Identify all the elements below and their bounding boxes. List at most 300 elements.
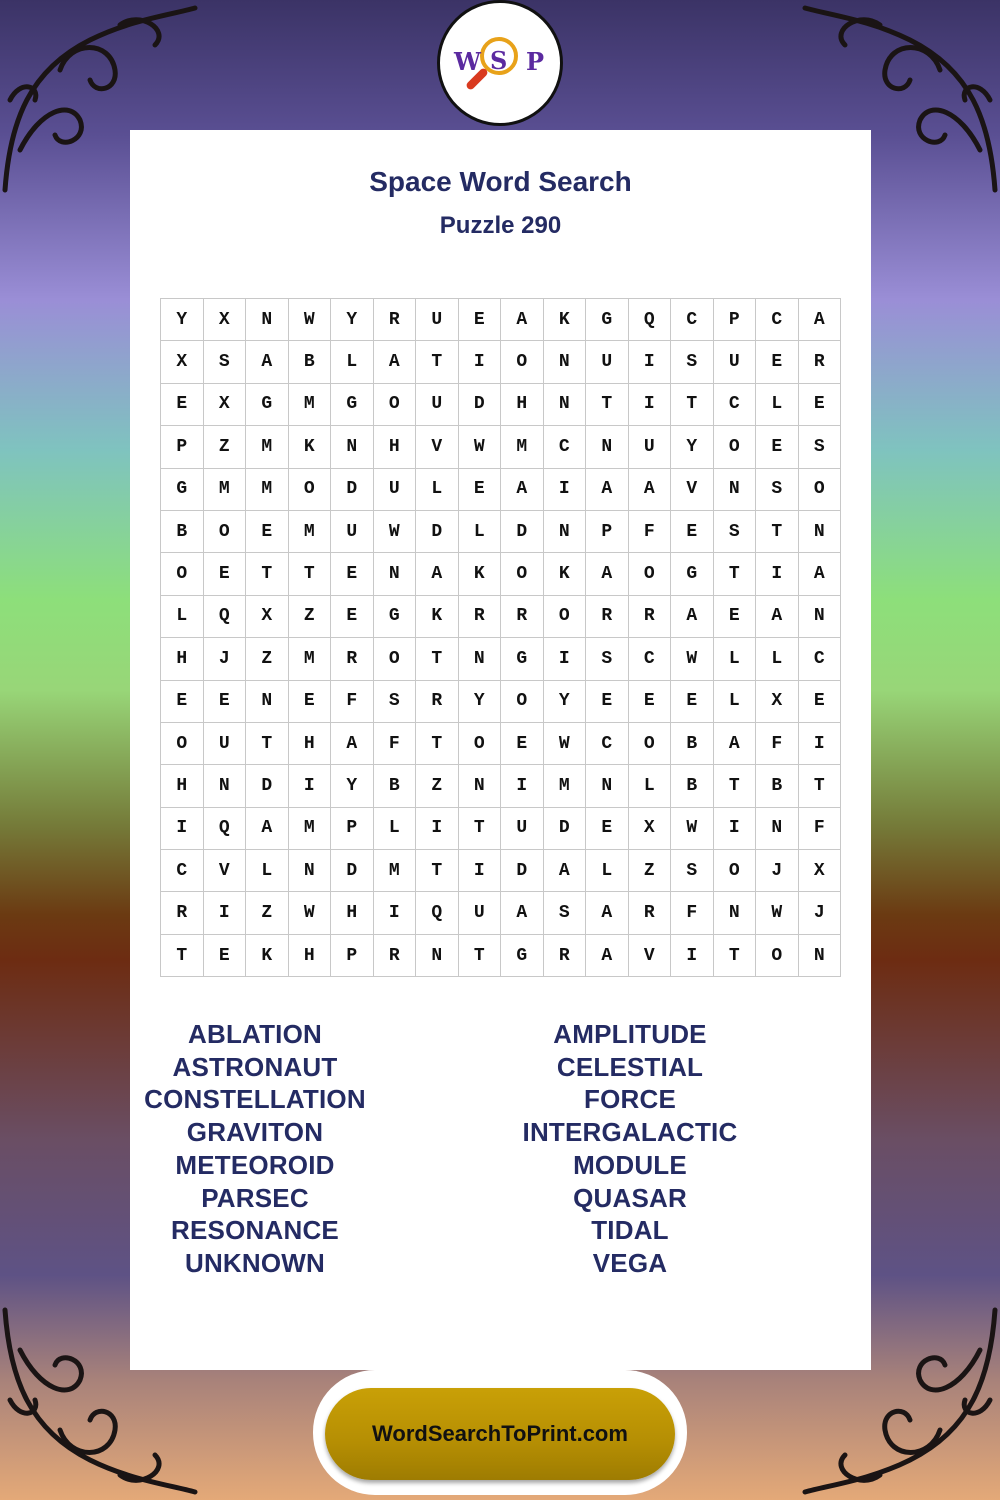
grid-cell[interactable]: I: [756, 553, 799, 595]
grid-cell[interactable]: M: [246, 468, 289, 510]
grid-cell[interactable]: W: [288, 299, 331, 341]
grid-cell[interactable]: G: [246, 383, 289, 425]
grid-cell[interactable]: I: [458, 341, 501, 383]
grid-cell[interactable]: L: [331, 341, 374, 383]
grid-row: [161, 299, 841, 341]
grid-cell[interactable]: U: [586, 341, 629, 383]
grid-cell[interactable]: H: [288, 722, 331, 764]
grid-cell[interactable]: U: [373, 468, 416, 510]
grid-cell[interactable]: X: [628, 807, 671, 849]
grid-cell[interactable]: Q: [203, 807, 246, 849]
grid-cell[interactable]: C: [756, 299, 799, 341]
grid-cell[interactable]: L: [373, 807, 416, 849]
grid-cell[interactable]: L: [416, 468, 459, 510]
grid-cell[interactable]: T: [586, 383, 629, 425]
grid-cell[interactable]: O: [501, 553, 544, 595]
grid-cell[interactable]: B: [161, 510, 204, 552]
grid-cell[interactable]: E: [756, 426, 799, 468]
grid-cell[interactable]: I: [543, 468, 586, 510]
grid-cell[interactable]: B: [288, 341, 331, 383]
grid-cell[interactable]: N: [458, 765, 501, 807]
word-list-right: [445, 1018, 815, 1280]
grid-cell[interactable]: M: [288, 638, 331, 680]
grid-cell[interactable]: N: [543, 510, 586, 552]
grid-cell[interactable]: H: [331, 892, 374, 934]
grid-cell[interactable]: A: [501, 299, 544, 341]
grid-cell[interactable]: J: [756, 850, 799, 892]
grid-cell[interactable]: Z: [246, 638, 289, 680]
grid-cell[interactable]: A: [501, 468, 544, 510]
grid-cell[interactable]: A: [246, 807, 289, 849]
grid-row: [161, 934, 841, 976]
grid-cell[interactable]: G: [331, 383, 374, 425]
grid-cell[interactable]: O: [161, 553, 204, 595]
grid-cell[interactable]: A: [373, 341, 416, 383]
grid-cell[interactable]: A: [628, 468, 671, 510]
grid-cell[interactable]: S: [586, 638, 629, 680]
grid-row: [161, 850, 841, 892]
grid-cell[interactable]: T: [246, 722, 289, 764]
word-list-item: TIDAL: [591, 1215, 669, 1246]
grid-cell[interactable]: S: [671, 850, 714, 892]
grid-cell[interactable]: Y: [543, 680, 586, 722]
grid-cell[interactable]: N: [331, 426, 374, 468]
logo-letter-w: W: [454, 47, 481, 76]
grid-cell[interactable]: O: [501, 341, 544, 383]
grid-cell[interactable]: L: [586, 850, 629, 892]
grid-cell[interactable]: X: [756, 680, 799, 722]
grid-cell[interactable]: R: [331, 638, 374, 680]
grid-cell[interactable]: H: [288, 934, 331, 976]
grid-cell[interactable]: N: [586, 765, 629, 807]
grid-cell[interactable]: T: [288, 553, 331, 595]
site-link-button[interactable]: WordSearchToPrint.com: [325, 1388, 675, 1480]
grid-cell[interactable]: R: [628, 892, 671, 934]
grid-cell[interactable]: O: [203, 510, 246, 552]
grid-cell[interactable]: O: [713, 850, 756, 892]
grid-row: [161, 807, 841, 849]
grid-cell[interactable]: N: [246, 299, 289, 341]
grid-cell[interactable]: I: [161, 807, 204, 849]
grid-cell[interactable]: Q: [628, 299, 671, 341]
grid-cell[interactable]: A: [586, 553, 629, 595]
grid-cell[interactable]: L: [628, 765, 671, 807]
grid-cell[interactable]: N: [798, 595, 841, 637]
grid-cell[interactable]: D: [501, 850, 544, 892]
grid-cell[interactable]: A: [713, 722, 756, 764]
grid-cell[interactable]: I: [416, 807, 459, 849]
grid-cell[interactable]: H: [373, 426, 416, 468]
grid-cell[interactable]: I: [628, 383, 671, 425]
grid-cell[interactable]: P: [331, 934, 374, 976]
grid-cell[interactable]: B: [671, 765, 714, 807]
grid-cell[interactable]: T: [416, 638, 459, 680]
grid-cell[interactable]: E: [628, 680, 671, 722]
grid-cell[interactable]: I: [628, 341, 671, 383]
grid-cell[interactable]: Q: [416, 892, 459, 934]
grid-cell[interactable]: T: [713, 765, 756, 807]
grid-cell[interactable]: E: [288, 680, 331, 722]
grid-cell[interactable]: N: [543, 341, 586, 383]
grid-cell[interactable]: F: [756, 722, 799, 764]
grid-cell[interactable]: W: [671, 638, 714, 680]
grid-cell[interactable]: E: [203, 680, 246, 722]
grid-cell[interactable]: O: [501, 680, 544, 722]
site-logo[interactable]: [437, 0, 563, 126]
grid-cell[interactable]: O: [628, 722, 671, 764]
grid-cell[interactable]: S: [798, 426, 841, 468]
grid-cell[interactable]: G: [373, 595, 416, 637]
grid-cell[interactable]: C: [161, 850, 204, 892]
grid-cell[interactable]: D: [543, 807, 586, 849]
grid-cell[interactable]: R: [373, 934, 416, 976]
grid-cell[interactable]: U: [713, 341, 756, 383]
grid-cell[interactable]: N: [373, 553, 416, 595]
grid-cell[interactable]: M: [288, 510, 331, 552]
grid-cell[interactable]: S: [543, 892, 586, 934]
grid-cell[interactable]: E: [586, 807, 629, 849]
grid-cell[interactable]: T: [671, 383, 714, 425]
grid-cell[interactable]: E: [161, 383, 204, 425]
grid-cell[interactable]: X: [203, 299, 246, 341]
grid-cell[interactable]: C: [671, 299, 714, 341]
grid-cell[interactable]: A: [586, 892, 629, 934]
grid-cell[interactable]: D: [331, 468, 374, 510]
word-list-item: CELESTIAL: [556, 1051, 704, 1082]
grid-cell[interactable]: I: [288, 765, 331, 807]
word-list-item: PARSEC: [201, 1182, 309, 1213]
grid-row: [161, 765, 841, 807]
grid-cell[interactable]: O: [543, 595, 586, 637]
grid-cell[interactable]: E: [161, 680, 204, 722]
grid-cell[interactable]: Y: [671, 426, 714, 468]
grid-cell[interactable]: A: [331, 722, 374, 764]
grid-cell[interactable]: V: [416, 426, 459, 468]
grid-cell[interactable]: E: [671, 680, 714, 722]
grid-cell[interactable]: T: [416, 850, 459, 892]
grid-cell[interactable]: T: [713, 553, 756, 595]
grid-cell[interactable]: O: [288, 468, 331, 510]
grid-cell[interactable]: K: [416, 595, 459, 637]
grid-cell[interactable]: M: [288, 383, 331, 425]
grid-cell[interactable]: U: [458, 892, 501, 934]
grid-cell[interactable]: N: [756, 807, 799, 849]
grid-cell[interactable]: N: [586, 426, 629, 468]
word-list-item: FORCE: [584, 1084, 676, 1115]
grid-cell[interactable]: I: [458, 850, 501, 892]
grid-cell[interactable]: O: [713, 426, 756, 468]
grid-row: [161, 510, 841, 552]
grid-cell[interactable]: Y: [161, 299, 204, 341]
grid-cell[interactable]: T: [161, 934, 204, 976]
word-list-left: [70, 1018, 440, 1280]
grid-cell[interactable]: I: [373, 892, 416, 934]
grid-cell[interactable]: N: [543, 383, 586, 425]
grid-cell[interactable]: U: [203, 722, 246, 764]
grid-cell[interactable]: T: [458, 934, 501, 976]
grid-cell[interactable]: E: [458, 299, 501, 341]
grid-cell[interactable]: S: [203, 341, 246, 383]
grid-cell[interactable]: U: [501, 807, 544, 849]
grid-cell[interactable]: X: [203, 383, 246, 425]
grid-cell[interactable]: F: [671, 892, 714, 934]
grid-cell[interactable]: E: [713, 595, 756, 637]
grid-cell[interactable]: K: [458, 553, 501, 595]
grid-cell[interactable]: A: [543, 850, 586, 892]
grid-cell[interactable]: R: [628, 595, 671, 637]
grid-cell[interactable]: I: [671, 934, 714, 976]
grid-cell[interactable]: D: [416, 510, 459, 552]
grid-cell[interactable]: Z: [246, 892, 289, 934]
grid-cell[interactable]: T: [713, 934, 756, 976]
grid-row: [161, 595, 841, 637]
grid-cell[interactable]: M: [543, 765, 586, 807]
grid-cell[interactable]: U: [416, 299, 459, 341]
site-banner: [313, 1370, 687, 1495]
grid-cell[interactable]: E: [246, 510, 289, 552]
grid-cell[interactable]: R: [543, 934, 586, 976]
grid-cell[interactable]: K: [288, 426, 331, 468]
grid-cell[interactable]: V: [671, 468, 714, 510]
grid-cell[interactable]: A: [798, 553, 841, 595]
grid-cell[interactable]: F: [798, 807, 841, 849]
grid-row: [161, 341, 841, 383]
grid-cell[interactable]: E: [756, 341, 799, 383]
grid-cell[interactable]: B: [373, 765, 416, 807]
grid-cell[interactable]: L: [713, 680, 756, 722]
grid-cell[interactable]: E: [798, 383, 841, 425]
grid-cell[interactable]: G: [501, 638, 544, 680]
grid-cell[interactable]: A: [246, 341, 289, 383]
grid-cell[interactable]: U: [416, 383, 459, 425]
grid-row: [161, 426, 841, 468]
grid-cell[interactable]: W: [756, 892, 799, 934]
grid-cell[interactable]: Y: [458, 680, 501, 722]
grid-cell[interactable]: K: [246, 934, 289, 976]
grid-cell[interactable]: O: [373, 638, 416, 680]
grid-cell[interactable]: A: [756, 595, 799, 637]
grid-cell[interactable]: W: [458, 426, 501, 468]
grid-cell[interactable]: A: [501, 892, 544, 934]
grid-cell[interactable]: S: [671, 341, 714, 383]
grid-cell[interactable]: H: [501, 383, 544, 425]
grid-cell[interactable]: Y: [331, 765, 374, 807]
grid-cell[interactable]: Z: [288, 595, 331, 637]
grid-cell[interactable]: A: [586, 934, 629, 976]
grid-cell[interactable]: G: [501, 934, 544, 976]
grid-cell[interactable]: V: [628, 934, 671, 976]
grid-cell[interactable]: O: [373, 383, 416, 425]
grid-cell[interactable]: P: [161, 426, 204, 468]
grid-cell[interactable]: O: [628, 553, 671, 595]
grid-cell[interactable]: T: [458, 807, 501, 849]
grid-cell[interactable]: A: [586, 468, 629, 510]
logo-letter-s: S: [490, 46, 508, 75]
grid-cell[interactable]: N: [203, 765, 246, 807]
grid-cell[interactable]: F: [628, 510, 671, 552]
grid-cell[interactable]: F: [373, 722, 416, 764]
grid-cell[interactable]: Z: [416, 765, 459, 807]
grid-cell[interactable]: Q: [203, 595, 246, 637]
grid-cell[interactable]: C: [628, 638, 671, 680]
grid-cell[interactable]: M: [203, 468, 246, 510]
grid-cell[interactable]: A: [416, 553, 459, 595]
grid-cell[interactable]: R: [161, 892, 204, 934]
grid-row: [161, 383, 841, 425]
word-list-item: GRAVITON: [186, 1117, 324, 1148]
grid-cell[interactable]: L: [246, 850, 289, 892]
grid-cell[interactable]: N: [288, 850, 331, 892]
grid-cell[interactable]: X: [246, 595, 289, 637]
grid-cell[interactable]: I: [203, 892, 246, 934]
grid-cell[interactable]: D: [501, 510, 544, 552]
grid-cell[interactable]: E: [331, 553, 374, 595]
grid-cell[interactable]: N: [798, 510, 841, 552]
grid-cell[interactable]: V: [203, 850, 246, 892]
grid-cell[interactable]: M: [373, 850, 416, 892]
grid-cell[interactable]: C: [543, 426, 586, 468]
grid-cell[interactable]: T: [416, 722, 459, 764]
grid-cell[interactable]: N: [713, 468, 756, 510]
grid-cell[interactable]: N: [246, 680, 289, 722]
grid-cell[interactable]: O: [798, 468, 841, 510]
grid-cell[interactable]: K: [543, 299, 586, 341]
grid-cell[interactable]: C: [798, 638, 841, 680]
grid-cell[interactable]: G: [161, 468, 204, 510]
grid-cell[interactable]: W: [373, 510, 416, 552]
grid-cell[interactable]: P: [586, 510, 629, 552]
grid-cell[interactable]: L: [713, 638, 756, 680]
grid-cell[interactable]: S: [756, 468, 799, 510]
grid-cell[interactable]: B: [671, 722, 714, 764]
grid-cell[interactable]: J: [203, 638, 246, 680]
logo-letter-p: P: [526, 47, 545, 76]
grid-cell[interactable]: I: [543, 638, 586, 680]
grid-cell[interactable]: O: [161, 722, 204, 764]
grid-cell[interactable]: P: [713, 299, 756, 341]
grid-cell[interactable]: A: [798, 299, 841, 341]
grid-cell[interactable]: B: [756, 765, 799, 807]
grid-cell[interactable]: E: [458, 468, 501, 510]
grid-cell[interactable]: D: [331, 850, 374, 892]
grid-cell[interactable]: I: [798, 722, 841, 764]
puzzle-subtitle: Puzzle 290: [439, 212, 562, 239]
grid-cell[interactable]: D: [458, 383, 501, 425]
puzzle-card: [130, 130, 871, 1370]
grid-cell[interactable]: W: [671, 807, 714, 849]
grid-cell[interactable]: D: [246, 765, 289, 807]
grid-cell[interactable]: O: [458, 722, 501, 764]
grid-cell[interactable]: R: [416, 680, 459, 722]
grid-cell[interactable]: N: [458, 638, 501, 680]
grid-cell[interactable]: N: [416, 934, 459, 976]
grid-cell[interactable]: E: [331, 595, 374, 637]
grid-cell[interactable]: T: [756, 510, 799, 552]
grid-row: [161, 468, 841, 510]
grid-cell[interactable]: T: [246, 553, 289, 595]
grid-cell[interactable]: R: [586, 595, 629, 637]
word-list-item: QUASAR: [573, 1182, 687, 1213]
grid-cell[interactable]: J: [798, 892, 841, 934]
grid-cell[interactable]: A: [671, 595, 714, 637]
grid-cell[interactable]: F: [331, 680, 374, 722]
grid-row: [161, 553, 841, 595]
grid-cell[interactable]: L: [161, 595, 204, 637]
word-list-item: UNKNOWN: [184, 1247, 326, 1278]
word-list-item: MODULE: [573, 1149, 687, 1180]
grid-cell[interactable]: N: [798, 934, 841, 976]
grid-row: [161, 680, 841, 722]
word-list-item: ABLATION: [188, 1019, 322, 1049]
grid-cell[interactable]: S: [713, 510, 756, 552]
grid-cell[interactable]: M: [501, 426, 544, 468]
letter-grid: [160, 298, 841, 977]
grid-cell[interactable]: I: [501, 765, 544, 807]
grid-cell[interactable]: R: [373, 299, 416, 341]
grid-cell[interactable]: H: [161, 638, 204, 680]
grid-cell[interactable]: M: [288, 807, 331, 849]
grid-cell[interactable]: U: [331, 510, 374, 552]
grid-cell[interactable]: U: [628, 426, 671, 468]
word-list-item: VEGA: [592, 1247, 668, 1278]
word-list-item: RESONANCE: [171, 1215, 339, 1246]
grid-cell[interactable]: L: [756, 383, 799, 425]
grid-cell[interactable]: H: [161, 765, 204, 807]
puzzle-title: Space Word Search: [369, 166, 632, 197]
grid-row: [161, 638, 841, 680]
grid-row: [161, 722, 841, 764]
grid-cell[interactable]: E: [671, 510, 714, 552]
grid-cell[interactable]: X: [798, 850, 841, 892]
grid-row: [161, 892, 841, 934]
grid-cell[interactable]: T: [798, 765, 841, 807]
grid-cell[interactable]: L: [458, 510, 501, 552]
grid-cell[interactable]: G: [671, 553, 714, 595]
grid-cell[interactable]: R: [458, 595, 501, 637]
grid-cell[interactable]: E: [501, 722, 544, 764]
grid-cell[interactable]: R: [501, 595, 544, 637]
grid-cell[interactable]: G: [586, 299, 629, 341]
grid-cell[interactable]: C: [586, 722, 629, 764]
grid-cell[interactable]: P: [331, 807, 374, 849]
word-list-item: CONSTELLATION: [144, 1084, 366, 1115]
grid-cell[interactable]: L: [756, 638, 799, 680]
grid-cell[interactable]: Z: [628, 850, 671, 892]
grid-cell[interactable]: N: [713, 892, 756, 934]
grid-cell[interactable]: C: [713, 383, 756, 425]
grid-cell[interactable]: Z: [203, 426, 246, 468]
grid-cell[interactable]: E: [798, 680, 841, 722]
grid-cell[interactable]: E: [203, 934, 246, 976]
grid-cell[interactable]: W: [543, 722, 586, 764]
grid-cell[interactable]: K: [543, 553, 586, 595]
grid-cell[interactable]: I: [713, 807, 756, 849]
grid-cell[interactable]: E: [203, 553, 246, 595]
grid-cell[interactable]: X: [161, 341, 204, 383]
grid-cell[interactable]: W: [288, 892, 331, 934]
word-list-item: ASTRONAUT: [172, 1051, 338, 1082]
word-list-item: INTERGALACTIC: [522, 1117, 738, 1148]
grid-cell[interactable]: S: [373, 680, 416, 722]
grid-cell[interactable]: T: [416, 341, 459, 383]
word-list-item: METEOROID: [175, 1149, 335, 1180]
grid-cell[interactable]: O: [756, 934, 799, 976]
grid-cell[interactable]: M: [246, 426, 289, 468]
word-list: [130, 1018, 871, 1280]
grid-cell[interactable]: E: [586, 680, 629, 722]
grid-cell[interactable]: R: [798, 341, 841, 383]
grid-cell[interactable]: Y: [331, 299, 374, 341]
